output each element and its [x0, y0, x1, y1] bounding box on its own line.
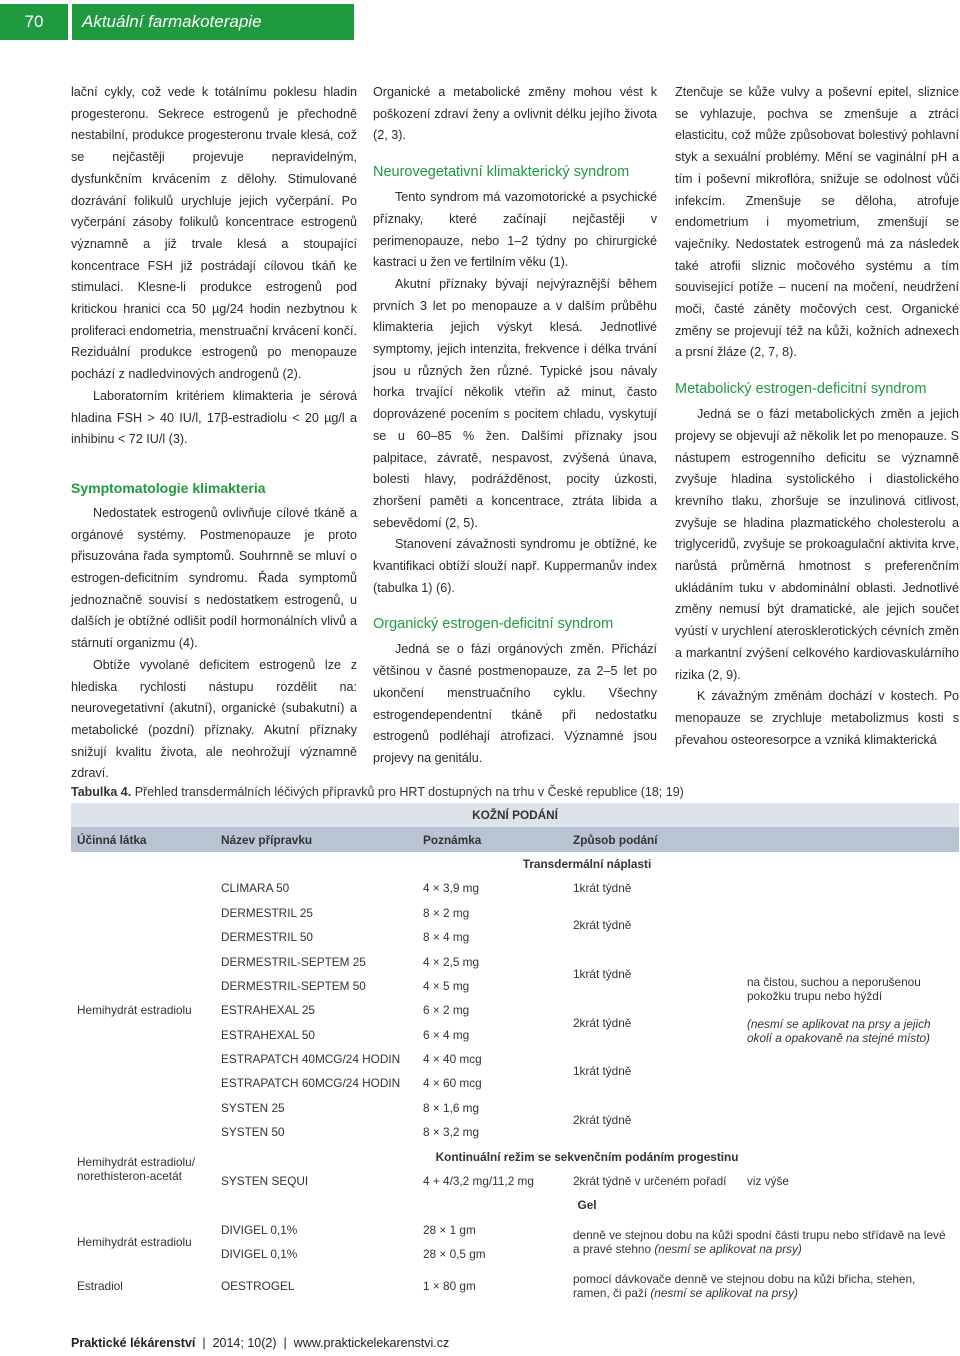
column-3	[675, 82, 959, 751]
frequency-cell: 2krát týdně	[573, 1113, 632, 1128]
substance-cell: Hemihydrát estradiolu	[77, 1003, 192, 1018]
table-subheader-row	[71, 1144, 959, 1168]
product-cell: SYSTEN SEQUI	[221, 1174, 309, 1189]
dose-cell: 8 × 4 mg	[423, 930, 470, 945]
table-subheader-row	[71, 852, 959, 876]
product-cell: ESTRAPATCH 40MCG/24 HODIN	[221, 1052, 401, 1067]
product-cell: DERMESTRIL-SEPTEM 25	[221, 954, 366, 969]
heading: Symptomatologie klimakteria	[71, 479, 266, 496]
frequency-cell: 1krát týdně	[573, 881, 632, 896]
page-footer	[71, 1336, 449, 1350]
dose-cell: 28 × 1 gm	[423, 1222, 476, 1237]
product-cell: OESTROGEL	[221, 1279, 295, 1294]
product-cell: ESTRAHEXAL 25	[221, 1003, 315, 1018]
column-header: Účinná látka	[71, 827, 215, 851]
table-caption	[71, 785, 684, 799]
table-subheader-row	[71, 1193, 959, 1217]
table-caption-label: Tabulka 4.	[71, 785, 132, 799]
table-row	[71, 1218, 959, 1242]
method-text: denně ve stejnou dobu na kůži spodní části trupu nebo střídavě na levé a pravé stehno	[573, 1228, 946, 1257]
product-cell: DERMESTRIL 50	[221, 930, 313, 945]
page-number: 70	[0, 4, 68, 40]
paragraph: Nedostatek estrogenů ovlivňuje cílové tkáně a orgánové systémy. Postmenopauze je proto přisuzována řada symptomů. Souhrnně se mluví o estrogen-deficitním syndromu. Řada symptomů jednoznačně souvisí s nedostatkem estrogenů, u dalších je obtížné odlišit podíl hormonálních vlivů a stárnutí organizmu (4).	[71, 505, 357, 651]
dose-cell: 28 × 0,5 gm	[423, 1247, 486, 1262]
frequency-cell: 2krát týdně	[573, 1015, 632, 1030]
column-header: Poznámka	[417, 827, 567, 851]
method-cell	[567, 1266, 959, 1306]
product-cell: DIVIGEL 0,1%	[221, 1222, 298, 1237]
journal-issue: 2014; 10(2)	[212, 1336, 277, 1350]
paragraph: Tento syndrom má vazomotorické a psychické příznaky, které začínají nejčastěji v perimenopauze, nebo 1–2 týdny po chirurgické kastraci u žen ve fertilním věku (1).	[373, 190, 657, 270]
section-title: Aktuální farmakoterapie	[72, 4, 354, 40]
table-caption-text: Přehled transdermálních léčivých přípravků pro HRT dostupných na trhu v České republice (18; 19)	[134, 785, 684, 799]
dose-cell: 4 + 4/3,2 mg/11,2 mg	[423, 1174, 534, 1189]
heading: Organický estrogen-deficitní syndrom	[373, 616, 614, 633]
method-note: (nesmí se aplikovat na prsy)	[654, 1242, 802, 1257]
paragraph: Stanovení závažnosti syndromu je obtížné, ke kvantifikaci obtíží slouží např. Kuppermanův index (tabulka 1) (6).	[373, 537, 657, 595]
table-row	[71, 876, 959, 900]
method-cell	[567, 1218, 959, 1267]
dose-cell: 4 × 2,5 mg	[423, 954, 480, 969]
separator: |	[279, 1336, 291, 1350]
heading: Neurovegetativní klimakterický syndrom	[373, 164, 630, 181]
paragraph: Jedná se o fázi metabolických změn a jejich projevy se objevují až několik let po menopauze. S nástupem estrogenního deficitu se významně zvyšuje hladina systolického i diastolického krevního tlaku, zhoršuje se inzulinová citlivost, zvyšuje se hladina plazmatického cholesterolu a triglyceridů, zvyšuje se prokoagulační aktivita krve, narůstá průměrná hmotnost s preferenčním ukládáním tuku v abdominální oblasti. Jednotlivé změny nemusí být dramatické, ale jejich součet vyústí v urychlení aterosklerotických cévních změn a markantní zvýšení celkového kardiovaskulárního rizika (2, 9).	[675, 407, 959, 682]
dose-cell: 1 × 80 gm	[423, 1279, 476, 1294]
dose-cell: 4 × 3,9 mg	[423, 881, 480, 896]
frequency-cell: 1krát týdně	[573, 966, 632, 981]
table-subheader: Transdermální náplasti	[522, 856, 652, 871]
table-section: KOŽNÍ PODÁNÍ	[71, 803, 959, 827]
table-subheader: Kontinuální režim se sekvenčním podáním progestinu	[435, 1149, 739, 1164]
frequency-cell: 2krát týdně	[573, 917, 632, 932]
table-subheader: Gel	[577, 1198, 597, 1213]
page-header	[0, 0, 960, 42]
paragraph: Akutní příznaky bývají nejvýraznější během prvních 3 let po menopauze a v dalším průběhu klimakteria jejich výskyt klesá. Jednotlivé symptomy, jejich intenzita, frekvence i délka trvání jsou u různých žen různé. Typické jsou návaly horka trvající několik vteřin až minut, často doprovázené pocením s pocitem chladu, vyskytují se u 60–85 % žen. Dalšími příznaky jsou palpitace, závratě, nespavost, zvýšená únava, bolesti hlavy, podrážděnost, pocity úzkosti, zhoršení paměti a koncentrace, ztráta libida a sebevědomí (2, 5).	[373, 276, 657, 530]
dose-cell: 8 × 1,6 mg	[423, 1100, 480, 1115]
paragraph: K závažným změnám dochází v kostech. Po menopauze se zrychluje metabolizmus kosti s převahou osteoresorpce a vzniká klimakterická	[675, 689, 959, 747]
product-cell: DIVIGEL 0,1%	[221, 1247, 298, 1262]
journal-name: Praktické lékárenství	[71, 1336, 196, 1350]
column-1	[71, 82, 357, 785]
method-note: (nesmí se aplikovat na prsy a jejich okolí a opakovaně na stejné místo)	[747, 1017, 931, 1046]
paragraph: Obtíže vyvolané deficitem estrogenů lze z hlediska rychlosti nástupu rozdělit na: neurovegetativní (akutní), organické (subakutní) a metabolické (pozdní) příznaky. Akutní příznaky snižují kvalitu života, ale neohrožují významně zdraví.	[71, 657, 357, 781]
journal-url[interactable]: www.praktickelekarenstvi.cz	[293, 1336, 450, 1350]
frequency-cell: 1krát týdně	[573, 1064, 632, 1079]
product-cell: SYSTEN 50	[221, 1125, 285, 1140]
dose-cell: 4 × 40 mcg	[423, 1052, 482, 1067]
method-text: pomocí dávkovače denně ve stejnou dobu na kůži břicha, stehen, ramen, či paží	[573, 1272, 916, 1301]
product-cell: ESTRAHEXAL 50	[221, 1027, 315, 1042]
paragraph: Laboratorním kritériem klimakteria je sérová hladina FSH > 40 IU/l, 17β-estradiolu < 20 µg/l a inhibinu < 72 IU/l (3).	[71, 388, 357, 447]
method-text: na čistou, suchou a neporušenou pokožku trupu nebo hýždí	[747, 975, 921, 1004]
frequency-cell: 2krát týdně v určeném pořadí	[573, 1174, 727, 1189]
paragraph: Ztenčuje se kůže vulvy a poševní epitel, sliznice se vyhlazuje, pochva se zmenšuje a ztrácí elasticitu, což může způsobovat bolestivý pohlavní styk a sexuální problémy. Mění se vaginální pH a tím i poševní mikroflóra, snižuje se odolnost vůči infekcím. Zmenšuje se děloha, atrofuje endometrium i myometrium, zmenšují se vaječníky. Nedostatek estrogenů má za následek také atrofii sliznic močového systému a tím související potíže – nucení na močení, neudržení moči, časté záněty močových cest. Organické změny se projevují též na kůži, kožních adnexech a prsní žláze (2, 7, 8).	[675, 85, 959, 360]
dose-cell: 8 × 3,2 mg	[423, 1125, 480, 1140]
product-cell: DERMESTRIL 25	[221, 905, 313, 920]
product-cell: DERMESTRIL-SEPTEM 50	[221, 978, 366, 993]
drug-table	[71, 803, 959, 1306]
dose-cell: 4 × 5 mg	[423, 978, 470, 993]
column-2	[373, 82, 657, 770]
column-header: Název přípravku	[215, 827, 417, 851]
method-cell: viz výše	[747, 1174, 789, 1189]
table-header-row	[71, 827, 959, 851]
product-cell: CLIMARA 50	[221, 881, 290, 896]
column-header: Způsob podání	[567, 827, 959, 851]
dose-cell: 8 × 2 mg	[423, 905, 470, 920]
paragraph: Jedná se o fázi orgánových změn. Přichází většinou v časné postmenopauze, za 2–5 let po ukončení menstruačního cyklu. Všechny estrogendependentní tkáně při nedostatku estrogenů podléhají atrofizaci. Významné jsou projevy na genitálu.	[373, 642, 657, 765]
paragraph: lační cykly, což vede k totálnímu poklesu hladin progesteronu. Sekrece estrogenů je přechodně nestabilní, produkce progesteronu trvale klesá, což se nejčastěji projevuje nepravidelným, dysfunkčním krvácením z dělohy. Stimulované dozrávání folikulů urychluje jejich vyčerpání. Po vyčerpání zásoby folikulů koncentrace estrogenů významně a již trvale klesá a stoupající koncentrace FSH již postrádají cílovou tkáň ke stimulaci. Klesne-li produkce estrogenů pod kritickou hranici cca 50 µg/24 hodin nezbytnou k proliferaci endometria, menstruační krvácení končí. Reziduální produkce estrogenů po menopauze pochází z nadledvinových androgenů (2).	[71, 85, 357, 382]
substance-cell: Estradiol	[77, 1279, 123, 1294]
method-cell	[741, 876, 959, 1144]
table-row	[71, 1266, 959, 1306]
method-note: (nesmí se aplikovat na prsy)	[650, 1286, 798, 1301]
table-section-row	[71, 803, 959, 827]
product-cell: ESTRAPATCH 60MCG/24 HODIN	[221, 1076, 401, 1091]
separator: |	[198, 1336, 210, 1350]
paragraph: Organické a metabolické změny mohou vést k poškození zdraví ženy a ovlivnit délku jejího života (2, 3).	[373, 85, 657, 143]
dose-cell: 6 × 2 mg	[423, 1003, 470, 1018]
dose-cell: 6 × 4 mg	[423, 1027, 470, 1042]
product-cell: SYSTEN 25	[221, 1100, 285, 1115]
substance-cell: Hemihydrát estradiolu	[77, 1235, 192, 1250]
dose-cell: 4 × 60 mcg	[423, 1076, 482, 1091]
heading: Metabolický estrogen-deficitní syndrom	[675, 381, 927, 398]
substance-cell: Hemihydrát estradiolu/ norethisteron-acetát	[77, 1154, 196, 1183]
